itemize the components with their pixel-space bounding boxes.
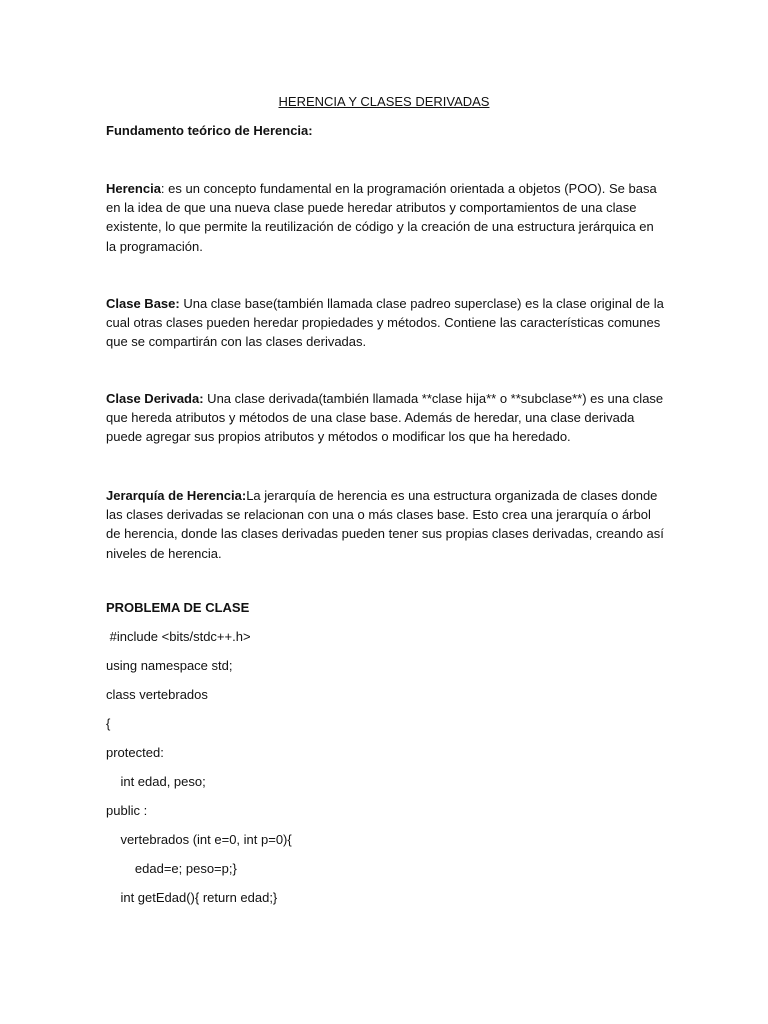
document-title: HERENCIA Y CLASES DERIVADAS xyxy=(278,94,490,109)
term-clase-derivada: Clase Derivada: xyxy=(106,391,204,406)
code-line: { xyxy=(106,716,111,731)
paragraph-clase-derivada xyxy=(106,389,666,447)
definition-jerarquia: La jerarquía de herencia es una estructura organizada de clases donde las clases derivadas se relacionan con una o más clases base. Esto crea una jerarquía o árbol de herencia, donde las clases derivadas pueden tener sus propias clases derivadas, creando así niveles de herencia. xyxy=(106,488,664,561)
term-herencia: Herencia xyxy=(106,181,161,196)
code-line: int edad, peso; xyxy=(106,774,206,789)
paragraph-jerarquia xyxy=(106,486,666,563)
code-line: vertebrados (int e=0, int p=0){ xyxy=(106,832,292,847)
code-line: class vertebrados xyxy=(106,687,208,702)
code-line: int getEdad(){ return edad;} xyxy=(106,890,278,905)
definition-clase-base: Una clase base(también llamada clase padreo superclase) es la clase original de la cual otras clases pueden heredar propiedades y métodos. Contiene las características comunes que se compartirán con las clases derivadas. xyxy=(106,296,664,350)
code-line: using namespace std; xyxy=(106,658,233,673)
code-line: protected: xyxy=(106,745,164,760)
term-clase-base: Clase Base: xyxy=(106,296,180,311)
paragraph-herencia xyxy=(106,179,666,256)
term-jerarquia: Jerarquía de Herencia: xyxy=(106,488,247,503)
code-line: #include <bits/stdc++.h> xyxy=(106,629,251,644)
paragraph-clase-base xyxy=(106,294,666,352)
definition-clase-derivada: Una clase derivada(también llamada **clase hija** o **subclase**) es una clase que hereda atributos y métodos de una clase base. Además de heredar, una clase derivada puede agregar sus propios atributos y métodos o modificar los que ha heredado. xyxy=(106,391,664,445)
code-line: public : xyxy=(106,803,148,818)
document-subtitle: Fundamento teórico de Herencia: xyxy=(106,123,313,138)
problem-heading: PROBLEMA DE CLASE xyxy=(106,600,250,615)
definition-herencia: : es un concepto fundamental en la programación orientada a objetos (POO). Se basa en la idea de que una nueva clase puede heredar atributos y comportamientos de una clase existente, lo que permite la reutilización de código y la creación de una estructura jerárquica en la programación. xyxy=(106,181,657,254)
code-line: edad=e; peso=p;} xyxy=(106,861,237,876)
